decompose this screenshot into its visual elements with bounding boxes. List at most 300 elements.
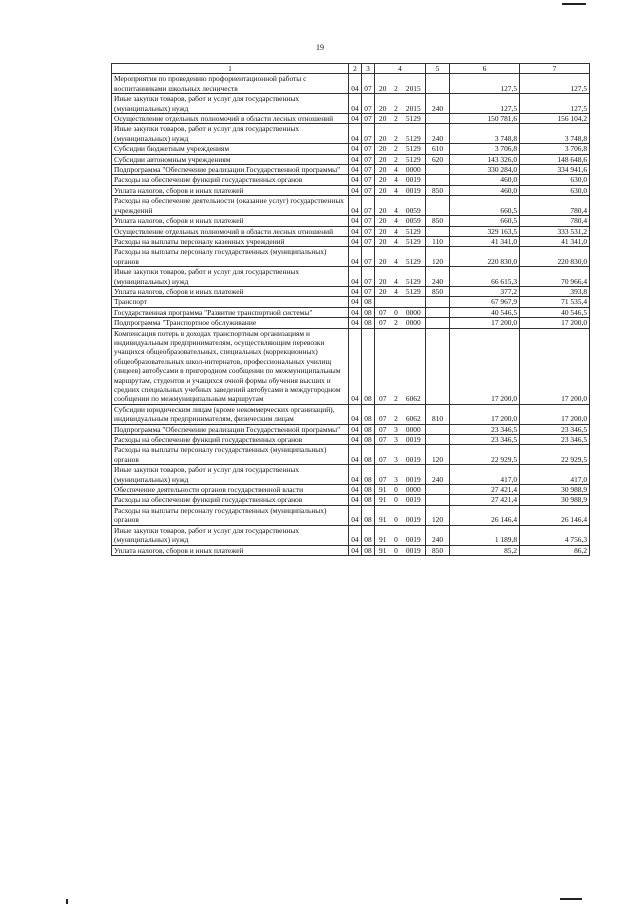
row-section: 04 bbox=[349, 445, 362, 465]
row-name: Подпрограмма "Обеспечение реализации Государственной программы" bbox=[112, 165, 349, 175]
row-name: Иные закупки товаров, работ и услуг для государственных (муниципальных) нужд bbox=[112, 94, 349, 114]
header-col-2: 2 bbox=[349, 64, 362, 74]
row-target-subprogram: 4 bbox=[391, 216, 402, 226]
table-row bbox=[112, 318, 590, 328]
row-target-program: 20 bbox=[375, 94, 391, 114]
row-target-direction: 5129 bbox=[402, 267, 426, 287]
row-amount-col6: 40 546,5 bbox=[450, 307, 520, 317]
table-row bbox=[112, 465, 590, 485]
row-target-subprogram: 2 bbox=[391, 154, 402, 164]
row-amount-col6: 460,0 bbox=[450, 175, 520, 185]
row-amount-col7: 333 531,2 bbox=[520, 226, 590, 236]
row-target-subprogram: 4 bbox=[391, 226, 402, 236]
row-subsection: 08 bbox=[362, 545, 375, 555]
row-target-subprogram: 3 bbox=[391, 424, 402, 434]
row-target-program: 20 bbox=[375, 144, 391, 154]
row-target-direction: 0000 bbox=[402, 165, 426, 175]
row-target-program: 20 bbox=[375, 175, 391, 185]
row-section: 04 bbox=[349, 196, 362, 216]
row-target-program: 20 bbox=[375, 247, 391, 267]
row-amount-col6: 41 341,0 bbox=[450, 236, 520, 246]
row-expense-type bbox=[426, 424, 450, 434]
row-subsection: 07 bbox=[362, 74, 375, 94]
row-name: Иные закупки товаров, работ и услуг для государственных (муниципальных) нужд bbox=[112, 525, 349, 545]
header-col-6: 6 bbox=[450, 64, 520, 74]
row-target-program: 20 bbox=[375, 114, 391, 124]
row-name: Уплата налогов, сборов и иных платежей bbox=[112, 185, 349, 195]
row-section: 04 bbox=[349, 154, 362, 164]
row-amount-col6: 150 781,6 bbox=[450, 114, 520, 124]
row-amount-col7: 41 341,0 bbox=[520, 236, 590, 246]
table-row bbox=[112, 154, 590, 164]
row-target-subprogram: 0 bbox=[391, 545, 402, 555]
row-target-subprogram: 0 bbox=[391, 525, 402, 545]
row-expense-type: 850 bbox=[426, 216, 450, 226]
row-target-subprogram: 2 bbox=[391, 124, 402, 144]
row-target-subprogram: 0 bbox=[391, 485, 402, 495]
row-amount-col7: 30 988,9 bbox=[520, 495, 590, 505]
row-expense-type bbox=[426, 435, 450, 445]
row-target-subprogram: 3 bbox=[391, 435, 402, 445]
row-section: 04 bbox=[349, 328, 362, 404]
row-amount-col7: 17 200,0 bbox=[520, 318, 590, 328]
row-amount-col7: 334 941,6 bbox=[520, 165, 590, 175]
row-section: 04 bbox=[349, 175, 362, 185]
row-name: Иные закупки товаров, работ и услуг для государственных (муниципальных) нужд bbox=[112, 267, 349, 287]
row-target-direction: 0019 bbox=[402, 445, 426, 465]
row-name: Расходы на обеспечение функций государственных органов bbox=[112, 495, 349, 505]
row-target-program bbox=[375, 297, 391, 307]
row-target-program: 07 bbox=[375, 465, 391, 485]
table-row bbox=[112, 94, 590, 114]
row-target-direction: 5129 bbox=[402, 247, 426, 267]
row-section: 04 bbox=[349, 525, 362, 545]
row-name: Субсидии автономным учреждениям bbox=[112, 154, 349, 164]
row-target-program: 07 bbox=[375, 404, 391, 424]
row-expense-type: 610 bbox=[426, 144, 450, 154]
row-target-subprogram: 4 bbox=[391, 196, 402, 216]
row-name: Иные закупки товаров, работ и услуг для государственных (муниципальных) нужд bbox=[112, 465, 349, 485]
row-amount-col7: 3 748,8 bbox=[520, 124, 590, 144]
table-row bbox=[112, 328, 590, 404]
row-subsection: 07 bbox=[362, 154, 375, 164]
row-subsection: 08 bbox=[362, 404, 375, 424]
row-section: 04 bbox=[349, 505, 362, 525]
row-target-direction: 5129 bbox=[402, 226, 426, 236]
row-name: Государственная программа "Развитие транспортной системы" bbox=[112, 307, 349, 317]
row-amount-col6: 660,5 bbox=[450, 196, 520, 216]
row-amount-col7: 417,0 bbox=[520, 465, 590, 485]
row-name: Расходы на выплаты персоналу казенных учреждений bbox=[112, 236, 349, 246]
row-amount-col7: 156 104,2 bbox=[520, 114, 590, 124]
row-amount-col6: 329 163,5 bbox=[450, 226, 520, 236]
table-body bbox=[112, 74, 590, 556]
row-target-subprogram bbox=[391, 297, 402, 307]
row-target-direction: 0000 bbox=[402, 424, 426, 434]
row-target-subprogram: 0 bbox=[391, 307, 402, 317]
row-amount-col7: 780,4 bbox=[520, 216, 590, 226]
row-amount-col6: 66 615,3 bbox=[450, 267, 520, 287]
row-subsection: 07 bbox=[362, 124, 375, 144]
row-amount-col7: 22 929,5 bbox=[520, 445, 590, 465]
row-target-program: 20 bbox=[375, 216, 391, 226]
row-amount-col6: 143 326,0 bbox=[450, 154, 520, 164]
row-amount-col6: 22 929,5 bbox=[450, 445, 520, 465]
row-expense-type bbox=[426, 328, 450, 404]
row-section: 04 bbox=[349, 185, 362, 195]
row-target-subprogram: 4 bbox=[391, 185, 402, 195]
row-section: 04 bbox=[349, 485, 362, 495]
row-amount-col7: 127,5 bbox=[520, 94, 590, 114]
row-target-direction: 0000 bbox=[402, 307, 426, 317]
row-amount-col6: 127,5 bbox=[450, 74, 520, 94]
row-expense-type: 120 bbox=[426, 247, 450, 267]
row-amount-col6: 67 967,9 bbox=[450, 297, 520, 307]
row-section: 04 bbox=[349, 74, 362, 94]
row-target-subprogram: 4 bbox=[391, 236, 402, 246]
row-amount-col7: 40 546,5 bbox=[520, 307, 590, 317]
row-amount-col7: 86,2 bbox=[520, 545, 590, 555]
row-amount-col6: 460,0 bbox=[450, 185, 520, 195]
row-target-subprogram: 4 bbox=[391, 247, 402, 267]
row-amount-col7: 30 988,9 bbox=[520, 485, 590, 495]
row-target-program: 20 bbox=[375, 154, 391, 164]
scan-mark-top-right bbox=[562, 3, 586, 5]
row-amount-col6: 17 200,0 bbox=[450, 404, 520, 424]
row-subsection: 07 bbox=[362, 114, 375, 124]
row-expense-type bbox=[426, 114, 450, 124]
row-expense-type bbox=[426, 196, 450, 216]
row-subsection: 07 bbox=[362, 267, 375, 287]
row-subsection: 07 bbox=[362, 286, 375, 296]
row-section: 04 bbox=[349, 545, 362, 555]
row-section: 04 bbox=[349, 114, 362, 124]
table-row bbox=[112, 435, 590, 445]
row-amount-col6: 660,5 bbox=[450, 216, 520, 226]
row-name: Компенсация потерь в доходах транспортным организациям и индивидуальным предпринимателям, осуществляющим перевозки учащихся общеобразовательных, специальных (коррекционных) общеобразовательных школ-интернатов, профессиональных училищ (лицеев) автобусами в пригородном сообщении по межмуниципальным маршрутам, студентов и учащихся очной формы обучения высших и средних специальных учебных заведений автобусами в междугородном сообщении по межмуниципальным маршрутам bbox=[112, 328, 349, 404]
row-subsection: 07 bbox=[362, 216, 375, 226]
row-name: Расходы на выплаты персоналу государственных (муниципальных) органов bbox=[112, 505, 349, 525]
row-target-program: 20 bbox=[375, 124, 391, 144]
row-subsection: 07 bbox=[362, 185, 375, 195]
row-subsection: 07 bbox=[362, 236, 375, 246]
row-expense-type bbox=[426, 307, 450, 317]
row-amount-col6: 17 200,0 bbox=[450, 328, 520, 404]
row-target-direction: 0019 bbox=[402, 545, 426, 555]
row-amount-col6: 23 346,5 bbox=[450, 424, 520, 434]
row-target-program: 91 bbox=[375, 485, 391, 495]
row-amount-col6: 85,2 bbox=[450, 545, 520, 555]
row-name: Расходы на выплаты персоналу государственных (муниципальных) органов bbox=[112, 445, 349, 465]
row-section: 04 bbox=[349, 495, 362, 505]
row-subsection: 07 bbox=[362, 94, 375, 114]
row-subsection: 08 bbox=[362, 485, 375, 495]
row-target-subprogram: 4 bbox=[391, 286, 402, 296]
row-amount-col7: 70 966,4 bbox=[520, 267, 590, 287]
row-target-program: 20 bbox=[375, 226, 391, 236]
row-expense-type: 240 bbox=[426, 465, 450, 485]
row-target-program: 07 bbox=[375, 424, 391, 434]
row-amount-col6: 26 146,4 bbox=[450, 505, 520, 525]
row-expense-type bbox=[426, 318, 450, 328]
row-section: 04 bbox=[349, 124, 362, 144]
row-section: 04 bbox=[349, 144, 362, 154]
row-section: 04 bbox=[349, 318, 362, 328]
table-row bbox=[112, 505, 590, 525]
row-target-subprogram: 2 bbox=[391, 114, 402, 124]
row-target-program: 91 bbox=[375, 545, 391, 555]
row-target-subprogram: 0 bbox=[391, 505, 402, 525]
row-target-program: 20 bbox=[375, 165, 391, 175]
row-name: Уплата налогов, сборов и иных платежей bbox=[112, 545, 349, 555]
row-target-program: 20 bbox=[375, 267, 391, 287]
row-name: Подпрограмма "Обеспечение реализации Государственной программы" bbox=[112, 424, 349, 434]
row-amount-col6: 3 706,8 bbox=[450, 144, 520, 154]
row-name: Транспорт bbox=[112, 297, 349, 307]
row-section: 04 bbox=[349, 165, 362, 175]
row-target-subprogram: 2 bbox=[391, 404, 402, 424]
row-name: Расходы на обеспечение функций государственных органов bbox=[112, 175, 349, 185]
row-target-subprogram: 3 bbox=[391, 445, 402, 465]
row-name: Мероприятия по проведению профориентационной работы с воспитанниками школьных лесничеств bbox=[112, 74, 349, 94]
row-amount-col7: 4 756,3 bbox=[520, 525, 590, 545]
table-row bbox=[112, 226, 590, 236]
row-expense-type bbox=[426, 485, 450, 495]
table-row bbox=[112, 114, 590, 124]
row-target-direction: 5129 bbox=[402, 154, 426, 164]
row-target-program: 07 bbox=[375, 318, 391, 328]
row-target-program: 07 bbox=[375, 328, 391, 404]
row-target-subprogram: 2 bbox=[391, 74, 402, 94]
row-subsection: 07 bbox=[362, 175, 375, 185]
table-row bbox=[112, 404, 590, 424]
row-target-direction: 0019 bbox=[402, 525, 426, 545]
row-section: 04 bbox=[349, 226, 362, 236]
row-section: 04 bbox=[349, 465, 362, 485]
row-amount-col7: 127,5 bbox=[520, 74, 590, 94]
row-amount-col7: 630,0 bbox=[520, 185, 590, 195]
row-expense-type bbox=[426, 495, 450, 505]
row-target-subprogram: 0 bbox=[391, 495, 402, 505]
row-amount-col6: 27 421,4 bbox=[450, 495, 520, 505]
table-row bbox=[112, 124, 590, 144]
row-target-direction: 5129 bbox=[402, 236, 426, 246]
row-amount-col6: 330 284,0 bbox=[450, 165, 520, 175]
row-target-direction: 0000 bbox=[402, 485, 426, 495]
row-expense-type: 240 bbox=[426, 124, 450, 144]
row-name: Осуществление отдельных полномочий в области лесных отношений bbox=[112, 114, 349, 124]
row-amount-col6: 377,2 bbox=[450, 286, 520, 296]
table-row bbox=[112, 495, 590, 505]
row-subsection: 07 bbox=[362, 247, 375, 267]
header-col-3: 3 bbox=[362, 64, 375, 74]
row-target-direction: 2015 bbox=[402, 94, 426, 114]
row-target-direction: 0000 bbox=[402, 318, 426, 328]
row-name: Обеспечение деятельности органов государственной власти bbox=[112, 485, 349, 495]
row-amount-col7: 17 200,0 bbox=[520, 328, 590, 404]
row-expense-type: 120 bbox=[426, 445, 450, 465]
row-name: Субсидии юридическим лицам (кроме некоммерческих организаций), индивидуальным предпринимателям, физическим лицам bbox=[112, 404, 349, 424]
row-amount-col7: 780,4 bbox=[520, 196, 590, 216]
row-amount-col6: 127,5 bbox=[450, 94, 520, 114]
row-amount-col7: 220 830,0 bbox=[520, 247, 590, 267]
row-target-direction: 0059 bbox=[402, 196, 426, 216]
table-row bbox=[112, 165, 590, 175]
row-expense-type: 110 bbox=[426, 236, 450, 246]
row-expense-type: 850 bbox=[426, 185, 450, 195]
row-subsection: 08 bbox=[362, 495, 375, 505]
row-target-program: 07 bbox=[375, 445, 391, 465]
row-target-direction: 5129 bbox=[402, 144, 426, 154]
row-target-subprogram: 2 bbox=[391, 328, 402, 404]
table-row bbox=[112, 74, 590, 94]
row-section: 04 bbox=[349, 424, 362, 434]
table-row bbox=[112, 424, 590, 434]
row-amount-col6: 417,0 bbox=[450, 465, 520, 485]
row-subsection: 07 bbox=[362, 226, 375, 236]
row-section: 04 bbox=[349, 404, 362, 424]
row-subsection: 08 bbox=[362, 505, 375, 525]
row-subsection: 08 bbox=[362, 318, 375, 328]
row-target-program: 07 bbox=[375, 435, 391, 445]
row-section: 04 bbox=[349, 236, 362, 246]
row-amount-col6: 17 200,0 bbox=[450, 318, 520, 328]
table-row bbox=[112, 307, 590, 317]
row-target-subprogram: 2 bbox=[391, 144, 402, 154]
row-target-program: 07 bbox=[375, 307, 391, 317]
row-section: 04 bbox=[349, 247, 362, 267]
row-expense-type: 120 bbox=[426, 505, 450, 525]
row-amount-col7: 23 346,5 bbox=[520, 424, 590, 434]
table-row bbox=[112, 247, 590, 267]
table-row bbox=[112, 185, 590, 195]
table-row bbox=[112, 144, 590, 154]
row-amount-col7: 17 200,0 bbox=[520, 404, 590, 424]
row-name: Расходы на обеспечение функций государственных органов bbox=[112, 435, 349, 445]
row-amount-col6: 1 189,8 bbox=[450, 525, 520, 545]
row-target-direction: 0019 bbox=[402, 175, 426, 185]
row-expense-type bbox=[426, 74, 450, 94]
row-target-program: 20 bbox=[375, 236, 391, 246]
table-row bbox=[112, 545, 590, 555]
row-target-direction: 0019 bbox=[402, 435, 426, 445]
row-section: 04 bbox=[349, 297, 362, 307]
row-target-direction: 0059 bbox=[402, 216, 426, 226]
row-expense-type: 850 bbox=[426, 286, 450, 296]
row-target-program: 91 bbox=[375, 505, 391, 525]
row-amount-col7: 393,8 bbox=[520, 286, 590, 296]
row-section: 04 bbox=[349, 286, 362, 296]
row-target-program: 20 bbox=[375, 196, 391, 216]
row-amount-col7: 630,0 bbox=[520, 175, 590, 185]
row-target-direction: 6062 bbox=[402, 328, 426, 404]
table-row bbox=[112, 525, 590, 545]
table-row bbox=[112, 286, 590, 296]
row-section: 04 bbox=[349, 307, 362, 317]
row-target-subprogram: 2 bbox=[391, 94, 402, 114]
table-row bbox=[112, 267, 590, 287]
table-row bbox=[112, 236, 590, 246]
table-row bbox=[112, 196, 590, 216]
row-amount-col7: 148 648,6 bbox=[520, 154, 590, 164]
header-col-4: 4 bbox=[375, 64, 426, 74]
row-name: Субсидии бюджетным учреждениям bbox=[112, 144, 349, 154]
row-name: Уплата налогов, сборов и иных платежей bbox=[112, 216, 349, 226]
row-target-direction: 5129 bbox=[402, 114, 426, 124]
row-target-subprogram: 4 bbox=[391, 267, 402, 287]
row-target-direction: 0019 bbox=[402, 495, 426, 505]
row-subsection: 08 bbox=[362, 424, 375, 434]
row-subsection: 07 bbox=[362, 165, 375, 175]
row-expense-type: 810 bbox=[426, 404, 450, 424]
row-expense-type bbox=[426, 165, 450, 175]
row-target-direction bbox=[402, 297, 426, 307]
row-target-direction: 5129 bbox=[402, 124, 426, 144]
row-subsection: 08 bbox=[362, 435, 375, 445]
row-section: 04 bbox=[349, 435, 362, 445]
table-row bbox=[112, 485, 590, 495]
row-amount-col7: 23 346,5 bbox=[520, 435, 590, 445]
row-name: Расходы на выплаты персоналу государственных (муниципальных) органов bbox=[112, 247, 349, 267]
table-row bbox=[112, 297, 590, 307]
row-amount-col6: 3 748,8 bbox=[450, 124, 520, 144]
row-target-direction: 6062 bbox=[402, 404, 426, 424]
row-expense-type bbox=[426, 175, 450, 185]
row-name: Иные закупки товаров, работ и услуг для государственных (муниципальных) нужд bbox=[112, 124, 349, 144]
table-header-row bbox=[112, 64, 590, 74]
row-target-direction: 0019 bbox=[402, 505, 426, 525]
row-target-program: 20 bbox=[375, 185, 391, 195]
header-col-5: 5 bbox=[426, 64, 450, 74]
row-subsection: 07 bbox=[362, 144, 375, 154]
row-section: 04 bbox=[349, 94, 362, 114]
row-target-subprogram: 3 bbox=[391, 465, 402, 485]
scan-mark-bottom-left bbox=[66, 899, 68, 904]
row-subsection: 08 bbox=[362, 525, 375, 545]
row-target-program: 20 bbox=[375, 74, 391, 94]
row-subsection: 07 bbox=[362, 196, 375, 216]
row-expense-type: 850 bbox=[426, 545, 450, 555]
row-target-subprogram: 4 bbox=[391, 165, 402, 175]
row-target-direction: 5129 bbox=[402, 286, 426, 296]
row-section: 04 bbox=[349, 267, 362, 287]
page-number: 19 bbox=[316, 43, 324, 52]
row-expense-type: 240 bbox=[426, 525, 450, 545]
table-row bbox=[112, 216, 590, 226]
row-expense-type: 240 bbox=[426, 267, 450, 287]
row-target-program: 91 bbox=[375, 525, 391, 545]
header-col-7: 7 bbox=[520, 64, 590, 74]
row-target-direction: 0019 bbox=[402, 465, 426, 485]
scan-mark-bottom-right bbox=[560, 898, 582, 900]
row-section: 04 bbox=[349, 216, 362, 226]
row-name: Расходы на обеспечение деятельности (оказание услуг) государственных учреждений bbox=[112, 196, 349, 216]
table-row bbox=[112, 445, 590, 465]
row-subsection: 08 bbox=[362, 297, 375, 307]
row-target-direction: 2015 bbox=[402, 74, 426, 94]
row-name: Уплата налогов, сборов и иных платежей bbox=[112, 286, 349, 296]
row-expense-type: 240 bbox=[426, 94, 450, 114]
row-subsection: 08 bbox=[362, 307, 375, 317]
row-subsection: 08 bbox=[362, 445, 375, 465]
budget-table bbox=[111, 63, 590, 556]
row-amount-col7: 3 706,8 bbox=[520, 144, 590, 154]
row-subsection: 08 bbox=[362, 465, 375, 485]
row-amount-col7: 26 146,4 bbox=[520, 505, 590, 525]
row-target-subprogram: 4 bbox=[391, 175, 402, 185]
row-expense-type: 620 bbox=[426, 154, 450, 164]
row-expense-type bbox=[426, 297, 450, 307]
